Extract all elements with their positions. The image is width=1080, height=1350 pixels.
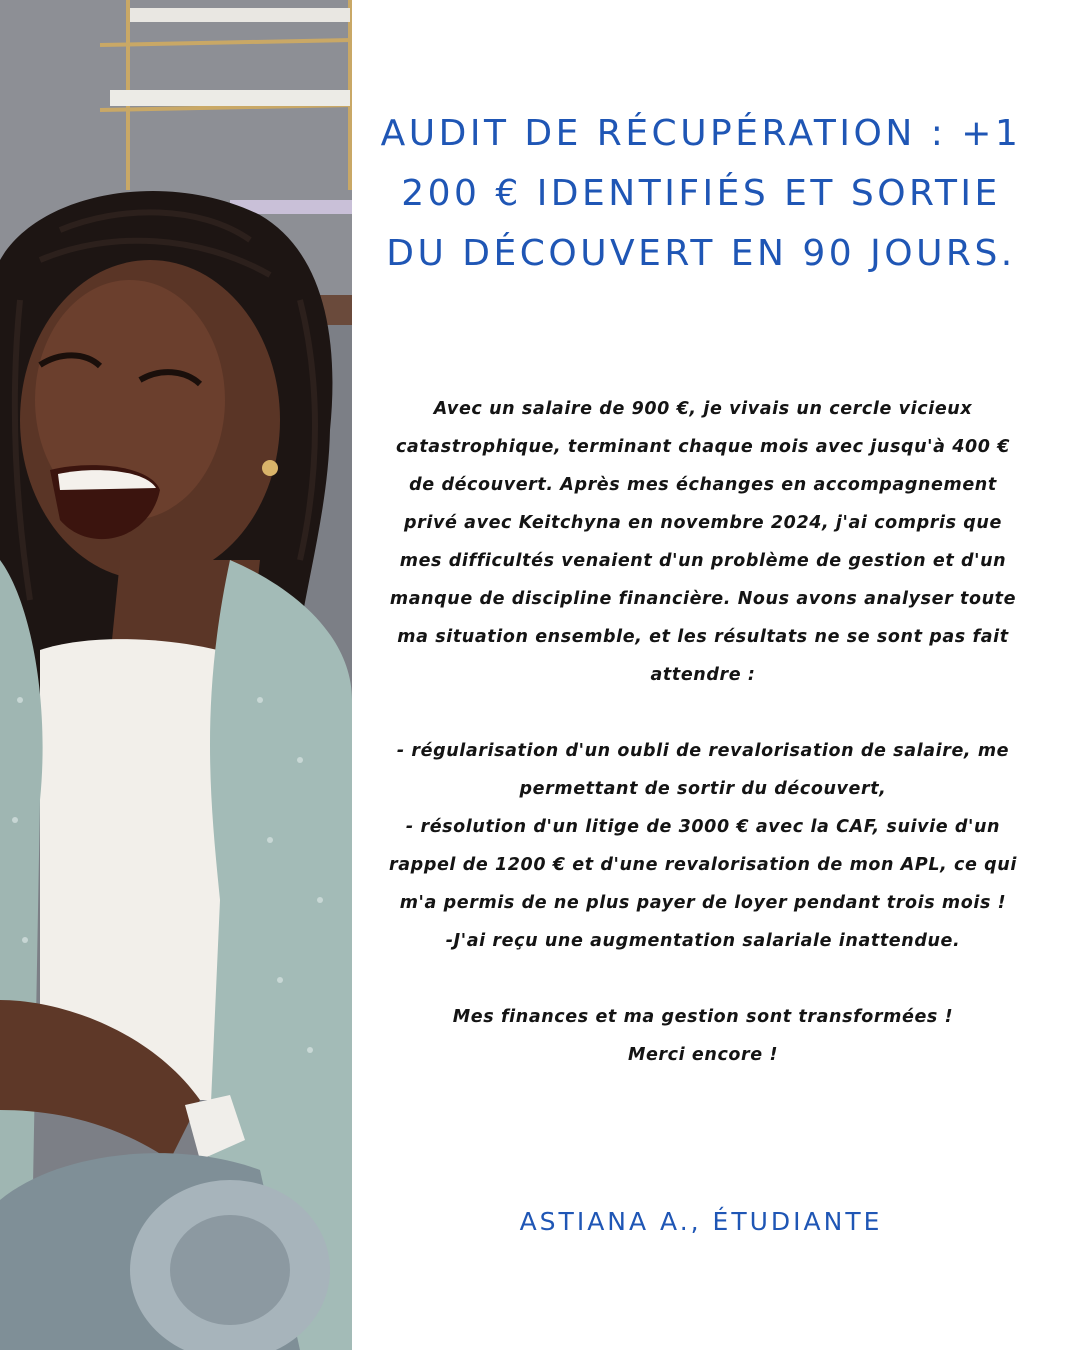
testimonial-content — [352, 0, 1080, 1350]
woman-laughing-photo — [0, 0, 352, 1350]
headline: AUDIT DE RÉCUPÉRATION : +1 200 € IDENTIFIÉS ET SORTIE DU DÉCOUVERT EN 90 JOURS. — [380, 113, 1022, 274]
result-item: - résolution d'un litige de 3000 € avec la CAF, suivie d'un rappel de 1200 € et d'une revalorisation de mon APL, ce qui m'a permis de ne plus payer de loyer pendant trois mois ! — [389, 817, 1017, 913]
author-signature: ASTIANA A., ÉTUDIANTE — [519, 1207, 883, 1236]
paragraph-spacer — [382, 960, 1024, 998]
result-item: -J'ai reçu une augmentation salariale inattendue. — [445, 931, 961, 951]
testimonial-text — [382, 390, 1024, 1074]
testimonial-intro: Avec un salaire de 900 €, je vivais un cercle vicieux catastrophique, terminant chaque mois avec jusqu'à 400 € de découvert. Après mes échanges en accompagnement privé avec Keitchyna en novembre 2024, j'ai compris que mes difficultés venaient d'un problème de gestion et d'un manque de discipline financière. Nous avons analyser toute ma situation ensemble, et les résultats ne se sont pas fait attendre : — [389, 399, 1017, 685]
result-item: - régularisation d'un oubli de revalorisation de salaire, me permettant de sortir du découvert, — [396, 741, 1010, 799]
paragraph-spacer — [382, 694, 1024, 732]
closing-thanks: Merci encore ! — [627, 1045, 779, 1065]
closing-line: Mes finances et ma gestion sont transformées ! — [452, 1007, 954, 1027]
